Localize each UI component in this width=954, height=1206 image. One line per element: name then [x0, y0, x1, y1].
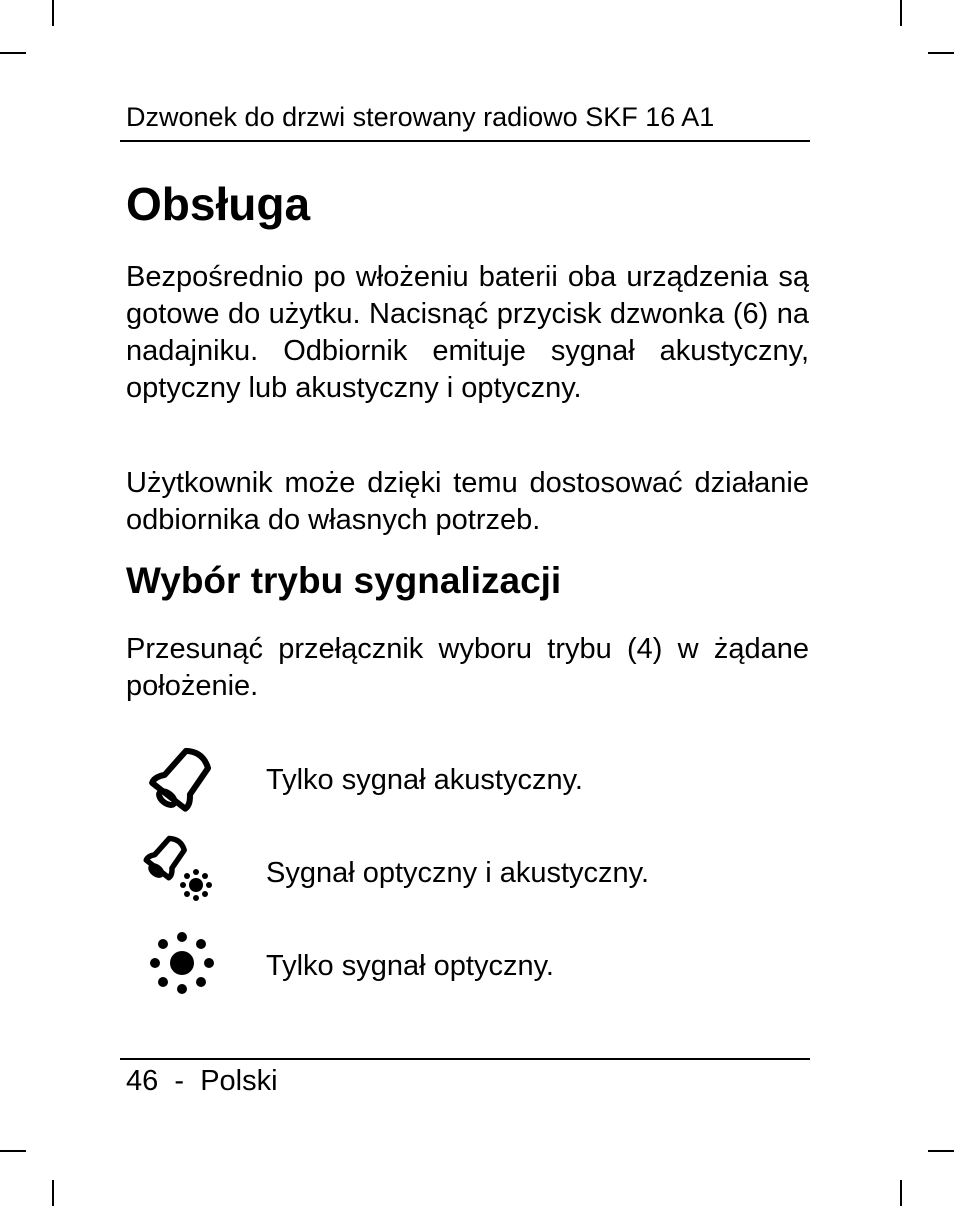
light-icon: [140, 926, 224, 1006]
crop-mark: [928, 1150, 954, 1152]
bell-icon: [140, 740, 224, 820]
section-heading: Wybór trybu sygnalizacji: [126, 560, 562, 601]
footer-separator: -: [174, 1065, 185, 1097]
crop-mark: [900, 1180, 902, 1206]
crop-mark: [52, 1180, 54, 1206]
mode-item-acoustic: [140, 740, 810, 820]
crop-mark: [0, 1150, 26, 1152]
paragraph-intro: Bezpośrednio po włożeniu baterii oba urządzenia są gotowe do użytku. Nacisnąć przycisk dzwonka (6) na nadajniku. Odbiornik emituje sygnał akustyczny, optyczny lub akustyczny i optyczny.: [126, 261, 809, 404]
footer-language: Polski: [200, 1065, 278, 1097]
paragraph-adjust: Użytkownik może dzięki temu dostosować działanie odbiornika do własnych potrzeb.: [126, 467, 809, 536]
crop-mark: [900, 0, 902, 26]
header-rule: [120, 140, 810, 142]
crop-mark: [52, 0, 54, 26]
page-footer: [126, 1063, 278, 1099]
mode-label: Sygnał optyczny i akustyczny.: [266, 857, 650, 889]
mode-label: Tylko sygnał akustyczny.: [266, 764, 583, 796]
mode-label: Tylko sygnał optyczny.: [266, 950, 554, 982]
bell-light-icon: [140, 833, 224, 913]
header-title: Dzwonek do drzwi sterowany radiowo SKF 16 A1: [126, 102, 715, 132]
crop-mark: [0, 52, 26, 54]
paragraph-mode-switch: Przesunąć przełącznik wyboru trybu (4) w żądane położenie.: [126, 633, 809, 702]
page-title: Obsługa: [126, 178, 311, 230]
footer-rule: [120, 1058, 810, 1060]
page-number: 46: [126, 1065, 159, 1097]
mode-item-acoustic-optical: [140, 833, 810, 913]
mode-item-optical: [140, 926, 810, 1006]
crop-mark: [928, 52, 954, 54]
